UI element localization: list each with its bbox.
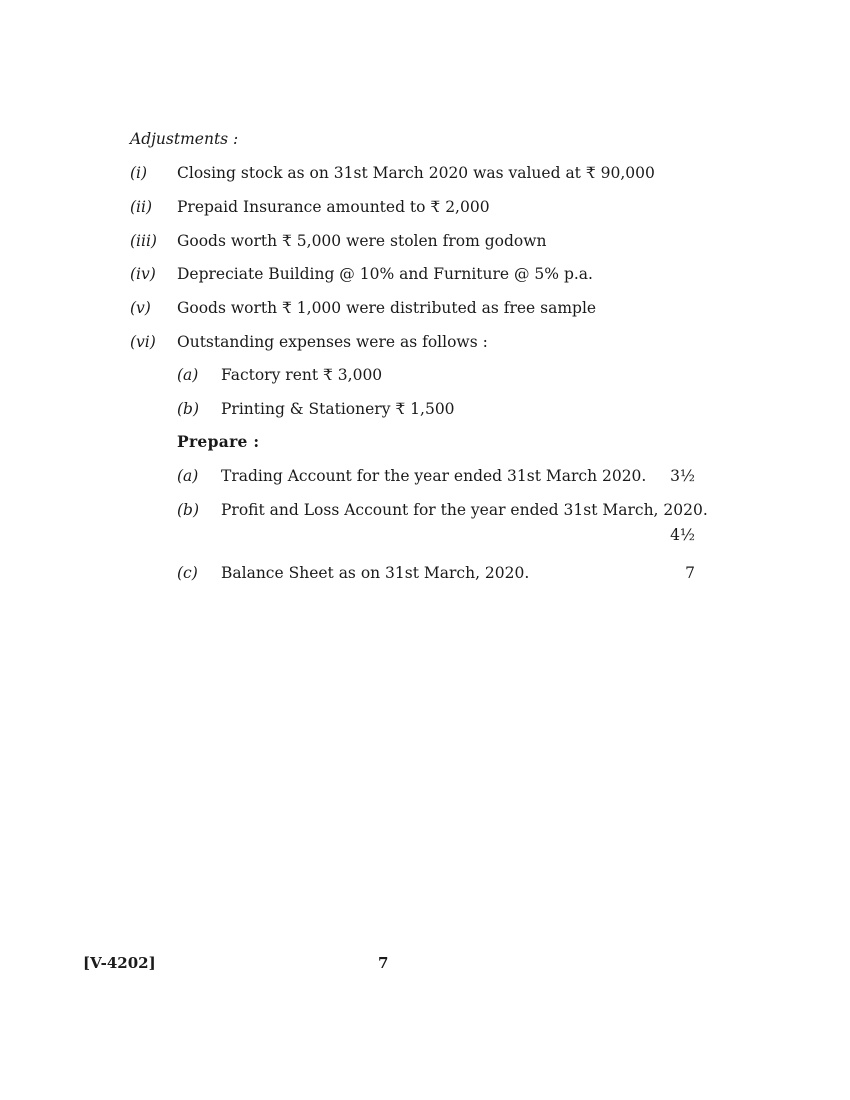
marks-label: 7 xyxy=(685,564,695,582)
sub-item-text: Factory rent ₹ 3,000 xyxy=(221,366,383,384)
prepare-item-text: Profit and Loss Account for the year ended 31st March, 2020. xyxy=(221,501,708,519)
adjustment-text: Depreciate Building @ 10% and Furniture @ 5% p.a. xyxy=(177,265,593,283)
page-number: 7 xyxy=(378,954,389,972)
sub-item-number: (a) xyxy=(177,366,199,384)
paper-code: [V-4202] xyxy=(83,954,156,972)
marks-label: 4½ xyxy=(670,526,695,544)
adjustment-number: (v) xyxy=(130,299,151,317)
prepare-item-text: Trading Account for the year ended 31st March 2020. xyxy=(221,467,647,485)
adjustment-number: (iv) xyxy=(130,265,156,283)
prepare-item-number: (a) xyxy=(177,467,199,485)
adjustment-number: (vi) xyxy=(130,333,156,351)
prepare-item-number: (b) xyxy=(177,501,200,519)
adjustment-number: (i) xyxy=(130,164,148,182)
adjustment-text: Goods worth ₹ 1,000 were distributed as free sample xyxy=(177,299,597,317)
adjustment-text: Prepaid Insurance amounted to ₹ 2,000 xyxy=(177,198,490,216)
adjustment-text: Outstanding expenses were as follows : xyxy=(177,333,488,351)
marks-label: 3½ xyxy=(670,467,695,485)
prepare-item-number: (c) xyxy=(177,564,198,582)
prepare-heading: Prepare : xyxy=(177,432,260,451)
sub-item-number: (b) xyxy=(177,400,200,418)
adjustment-text: Goods worth ₹ 5,000 were stolen from godown xyxy=(177,232,547,250)
adjustment-number: (ii) xyxy=(130,198,153,216)
adjustments-heading: Adjustments : xyxy=(130,130,239,148)
adjustment-number: (iii) xyxy=(130,232,157,250)
adjustment-text: Closing stock as on 31st March 2020 was valued at ₹ 90,000 xyxy=(177,164,655,182)
sub-item-text: Printing & Stationery ₹ 1,500 xyxy=(221,400,455,418)
prepare-item-text: Balance Sheet as on 31st March, 2020. xyxy=(221,564,530,582)
